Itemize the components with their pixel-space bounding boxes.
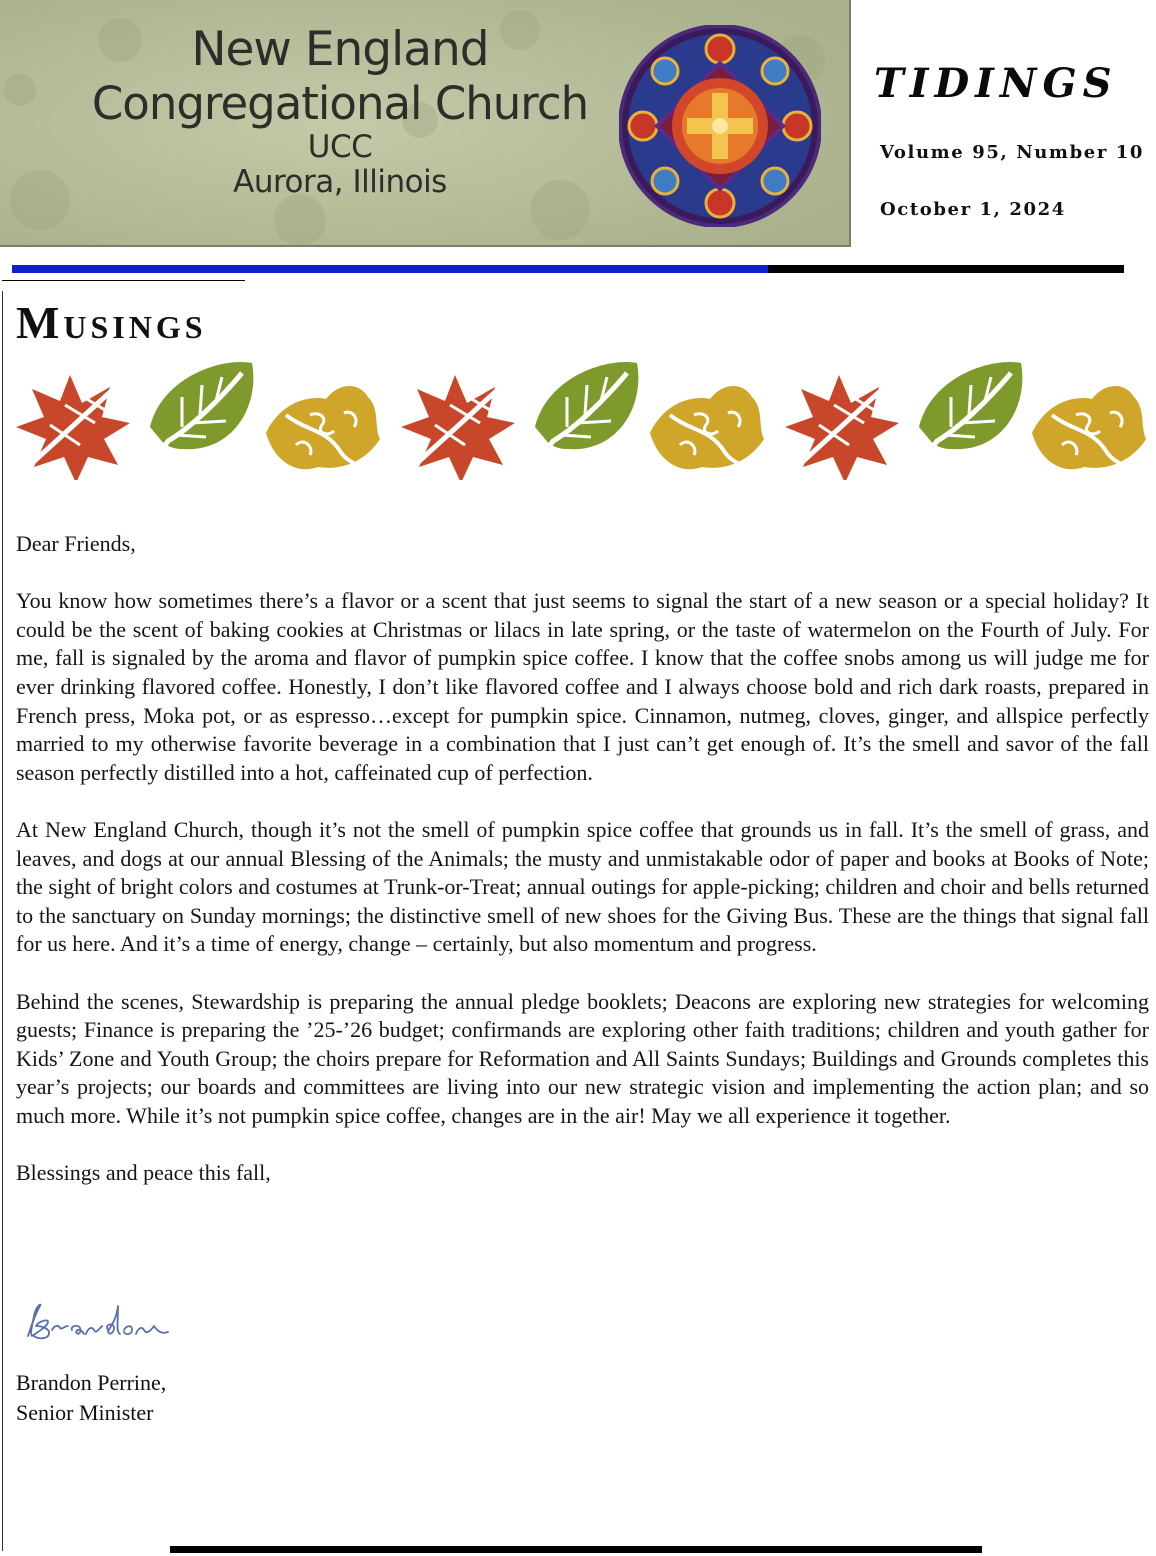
church-name-line1: New England (191, 22, 489, 77)
handwritten-signature (18, 1296, 178, 1346)
newsletter-title: TIDINGS (874, 60, 1118, 107)
section-rule (2, 280, 245, 281)
red-leaf-icon (401, 375, 515, 480)
salutation: Dear Friends, (16, 531, 136, 556)
gold-leaf-icon (266, 386, 380, 471)
green-leaf-icon (919, 362, 1022, 455)
author-title: Senior Minister (16, 1400, 154, 1425)
red-leaf-icon (785, 375, 899, 480)
footer-rule (170, 1546, 982, 1553)
denomination: UCC (307, 129, 373, 165)
section-heading: Musings (16, 297, 207, 348)
masthead-banner (0, 0, 851, 247)
green-leaf-icon (150, 362, 253, 455)
letter-paragraph-3: Behind the scenes, Stewardship is preparing the annual pledge booklets; Deacons are exploring new strategies for welcoming guests; Finance is preparing the ’25-’26 budget; confirmands are exploring other faith traditions; children and youth gather for Kids’ Zone and Youth Group; the choirs prepare for Reformation and All Saints Sundays; Buildings and Grounds completes this year’s projects; our boards and committees are living into our new strategic vision and implementing the action plan; and so much more. While it’s not pumpkin spice coffee, changes are in the air! May we all experience it together. (16, 988, 1149, 1128)
left-margin-rule (2, 291, 3, 1551)
author-block (16, 1368, 166, 1428)
letter-paragraph-1: You know how sometimes there’s a flavor or a scent that just seems to signal the start of a new season or a special holiday? It could be the scent of baking cookies at Christmas or lilacs in late spring, or the taste of watermelon on the Fourth of July. For me, fall is signaled by the aroma and flavor of pumpkin spice coffee. I know that the coffee snobs among us will judge me for ever drinking flavored coffee. Honestly, I don’t like flavored coffee and I always choose bold and rich dark roasts, prepared in French press, Moka pot, or as espresso…except for pumpkin spice. Cinnamon, nutmeg, cloves, ginger, and allspice perfectly married to my otherwise favorite beverage in a combination that I just can’t get enough of. It’s the smell and savor of the fall season perfectly distilled into a hot, caffeinated cup of perfection. (16, 588, 1149, 785)
author-name: Brandon Perrine, (16, 1370, 167, 1395)
pastor-letter (16, 530, 1149, 1188)
green-leaf-icon (535, 362, 638, 455)
masthead-info (852, 0, 1156, 247)
letter-paragraph-2: At New England Church, though it’s not the smell of pumpkin spice coffee that grounds us in fall. It’s the smell of grass, and leaves, and dogs at our annual Blessing of the Animals; the musty and unmistakable odor of paper and books at Books of Note; the sight of bright colors and costumes at Trunk-or-Treat; annual outings for apple-picking; children and choir and bells returned to the sanctuary on Sunday mornings; the distinctive smell of new shoes for the Giving Bus. These are the things that signal fall for us here. And it’s a time of energy, change – certainly, but also momentum and progress. (16, 816, 1149, 957)
volume-number: Volume 95, Number 10 (880, 142, 1145, 163)
church-name-line2: Congregational Church (91, 77, 589, 130)
header-rule-accent (12, 265, 768, 273)
red-leaf-icon (16, 375, 130, 480)
autumn-leaf-border (10, 355, 1150, 480)
location: Aurora, Illinois (233, 164, 447, 200)
rose-window-image (619, 25, 821, 227)
gold-leaf-icon (650, 386, 764, 471)
gold-leaf-icon (1032, 386, 1146, 471)
issue-date: October 1, 2024 (880, 199, 1066, 220)
closing: Blessings and peace this fall, (16, 1160, 271, 1186)
church-name (60, 22, 620, 200)
